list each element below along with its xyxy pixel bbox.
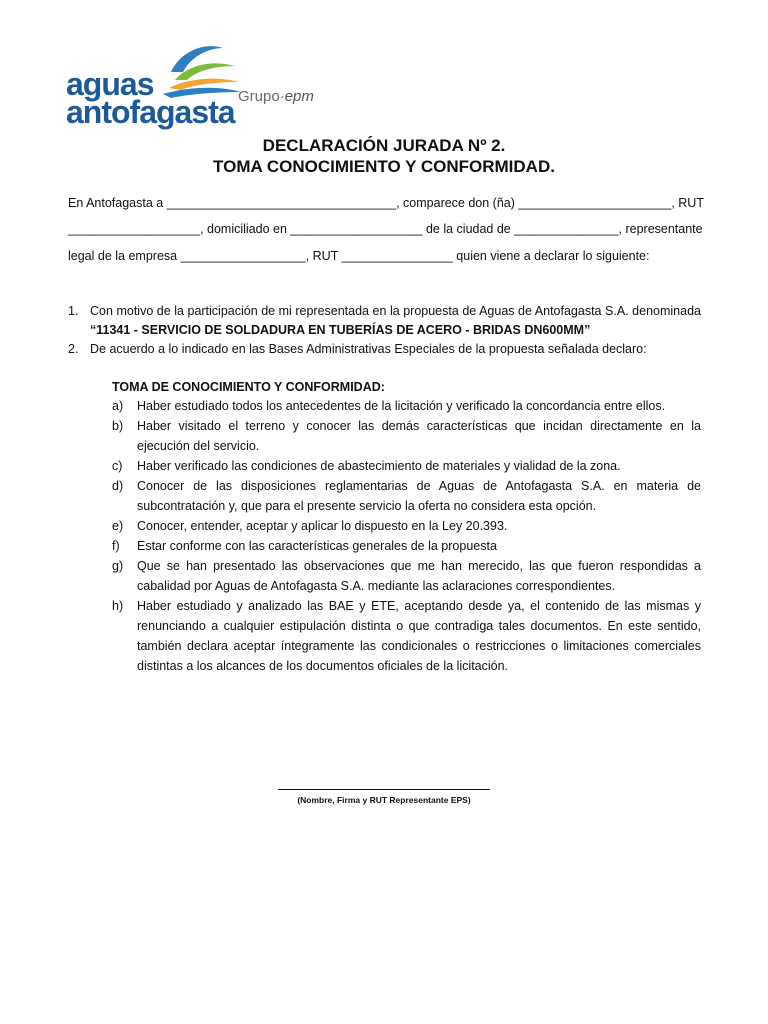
list-item (112, 536, 701, 556)
conformity-section (112, 380, 701, 676)
document-title: DECLARACIÓN JURADA Nº 2. (262, 136, 506, 155)
wave-logo-icon (161, 42, 241, 98)
item-text: Que se han presentado las observaciones que me han merecido, las que fueron respondidas a cabalidad por Aguas de Antofagasta S.A. mediante las aclaraciones correspondientes. (137, 559, 701, 593)
item-text: Haber estudiado todos los antecedentes de la licitación y verificado la concordancia entre ellos. (137, 399, 666, 413)
item-bold-text: “11341 - SERVICIO DE SOLDADURA EN TUBERÍAS DE ACERO - BRIDAS DN600MM” (90, 323, 591, 337)
item-number: 2. (68, 342, 79, 356)
item-text: De acuerdo a lo indicado en las Bases Administrativas Especiales de la propuesta señalada declaro: (90, 342, 647, 356)
list-item (112, 476, 701, 516)
list-item (112, 416, 701, 456)
list-item (68, 340, 701, 359)
item-text: Con motivo de la participación de mi representada en la propuesta de Aguas de Antofagasta S.A. denominada (90, 304, 701, 318)
item-letter: e) (112, 519, 124, 533)
intro-line: legal de la empresa __________________, RUT ________________ quien viene a declarar lo siguiente: (68, 249, 650, 263)
signature-label: (Nombre, Firma y RUT Representante EPS) (297, 795, 471, 805)
list-item (112, 456, 701, 476)
group-brand (238, 88, 314, 105)
item-letter: d) (112, 479, 124, 493)
list-item (112, 556, 701, 596)
item-letter: b) (112, 419, 124, 433)
item-letter: f) (112, 539, 120, 553)
numbered-list (68, 302, 701, 359)
list-item (112, 516, 701, 536)
intro-line: En Antofagasta a _________________________________, comparece don (ña) ______________________, RUT (68, 196, 704, 210)
item-text: Conocer de las disposiciones reglamentarias de Aguas de Antofagasta S.A. en materia de subcontratación y, que para el presente servicio la oferta no considera esta opción. (137, 479, 701, 513)
item-text: Estar conforme con las características generales de la propuesta (137, 539, 497, 553)
section-title: TOMA DE CONOCIMIENTO Y CONFORMIDAD: (112, 380, 385, 394)
item-number: 1. (68, 304, 79, 318)
item-letter: a) (112, 399, 124, 413)
signature-line (278, 789, 490, 790)
item-text: Conocer, entender, aceptar y aplicar lo dispuesto en la Ley 20.393. (137, 519, 508, 533)
list-item (112, 596, 701, 676)
group-brand-name: epm (284, 88, 314, 105)
company-logo (66, 40, 336, 130)
logo-word-aguas: aguas (66, 66, 154, 102)
group-prefix: Grupo· (238, 88, 285, 105)
item-letter: c) (112, 459, 123, 473)
list-item (112, 396, 701, 416)
item-letter: g) (112, 559, 124, 573)
item-text: Haber verificado las condiciones de abastecimiento de materiales y vialidad de la zona. (137, 459, 621, 473)
intro-line: ___________________, domiciliado en ___________________ de la ciudad de _______________, representante (68, 222, 703, 236)
document-subtitle: TOMA CONOCIMIENTO Y CONFORMIDAD. (213, 157, 555, 176)
item-text: Haber visitado el terreno y conocer las demás características que incidan directamente en la ejecución del servicio. (137, 419, 701, 453)
list-item (68, 302, 701, 340)
item-letter: h) (112, 599, 124, 613)
item-text: Haber estudiado y analizado las BAE y ETE, aceptando desde ya, el contenido de las mismas y renunciando a cualquier estipulación distinta o que contradiga tales documentos. En este sentido, también declara aceptar íntegramente las condicionales o restricciones o limitaciones comerciales distintas a los alcances de los documentos oficiales de la licitación. (137, 599, 701, 673)
logo-word-antofagasta: antofagasta (66, 94, 235, 130)
